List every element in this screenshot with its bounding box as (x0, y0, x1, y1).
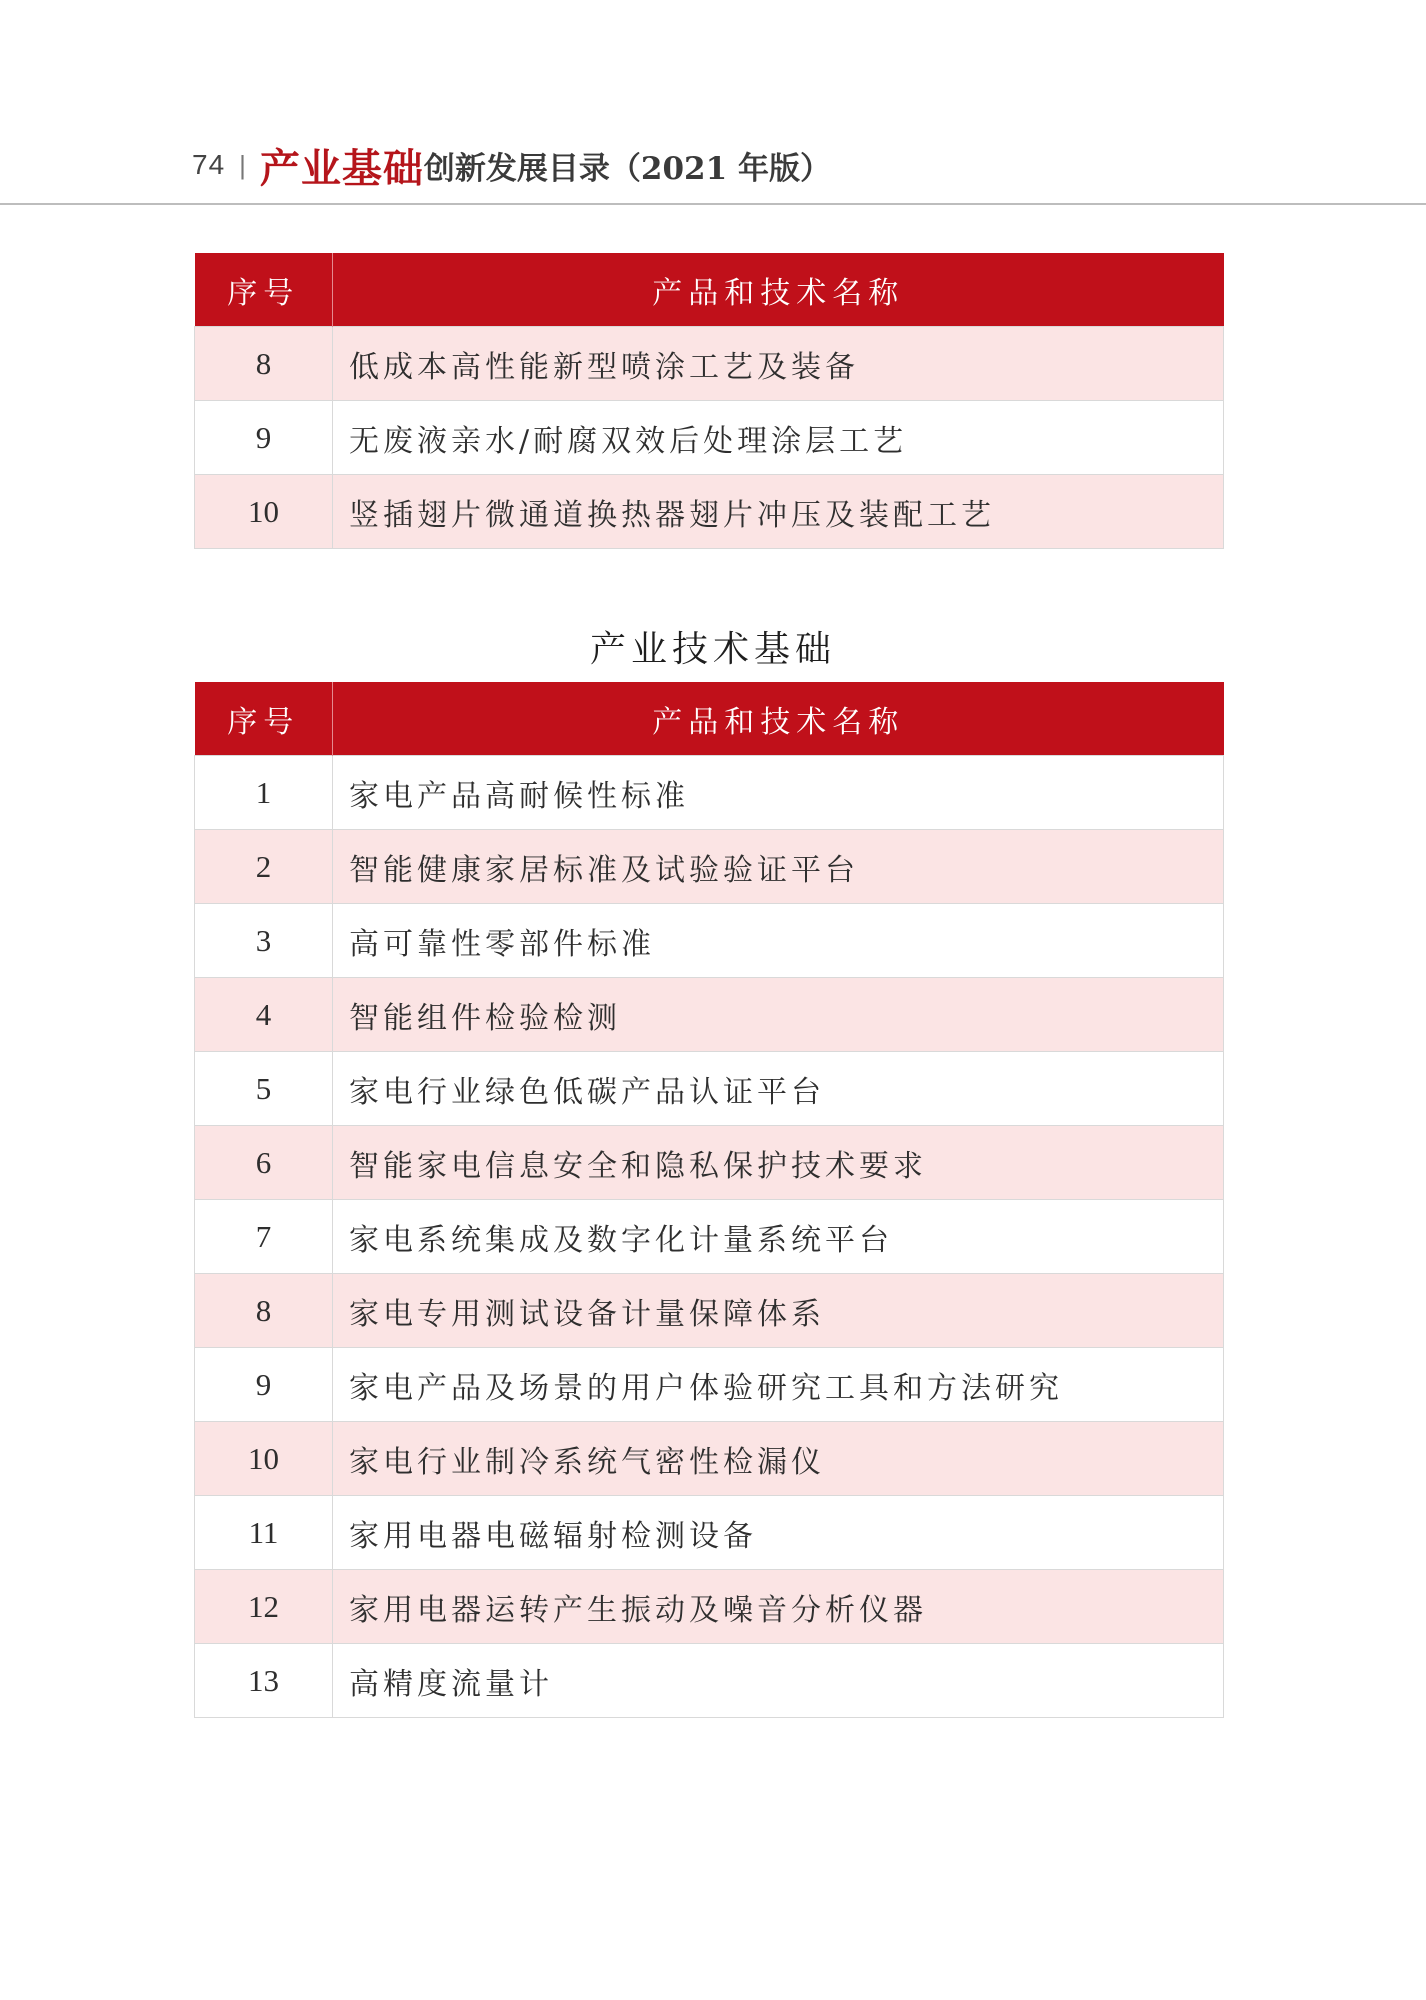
book-title-main: 产业基础 (259, 144, 424, 192)
row-product-name: 竖插翅片微通道换热器翅片冲压及装配工艺 (333, 475, 1224, 549)
row-index: 8 (195, 327, 333, 401)
row-product-name: 家电专用测试设备计量保障体系 (333, 1274, 1224, 1348)
row-product-name: 高精度流量计 (333, 1644, 1224, 1718)
row-product-name: 高可靠性零部件标准 (333, 904, 1224, 978)
table-row (195, 1644, 1224, 1718)
column-header-name: 产品和技术名称 (333, 253, 1224, 327)
row-product-name: 家用电器运转产生振动及噪音分析仪器 (333, 1570, 1224, 1644)
row-index: 4 (195, 978, 333, 1052)
page-number: 74 (192, 149, 226, 180)
row-product-name: 智能组件检验检测 (333, 978, 1224, 1052)
table-body (195, 327, 1224, 549)
row-product-name: 低成本高性能新型喷涂工艺及装备 (333, 327, 1224, 401)
row-index: 2 (195, 830, 333, 904)
table-row (195, 1052, 1224, 1126)
table-row (195, 1570, 1224, 1644)
book-title-sub: 创新发展目录（2021 年版） (423, 150, 831, 187)
table-row (195, 1496, 1224, 1570)
table-row (195, 904, 1224, 978)
row-product-name: 智能健康家居标准及试验验证平台 (333, 830, 1224, 904)
row-index: 9 (195, 401, 333, 475)
row-index: 6 (195, 1126, 333, 1200)
table-row (195, 1348, 1224, 1422)
table-body (195, 756, 1224, 1718)
table-row (195, 756, 1224, 830)
table-row (195, 1200, 1224, 1274)
row-product-name: 家用电器电磁辐射检测设备 (333, 1496, 1224, 1570)
row-index: 9 (195, 1348, 333, 1422)
row-index: 12 (195, 1570, 333, 1644)
row-index: 8 (195, 1274, 333, 1348)
header-separator: | (239, 149, 246, 180)
row-index: 1 (195, 756, 333, 830)
row-index: 13 (195, 1644, 333, 1718)
row-product-name: 家电行业制冷系统气密性检漏仪 (333, 1422, 1224, 1496)
section-title: 产业技术基础 (589, 629, 836, 670)
table-row (195, 1126, 1224, 1200)
catalog-table-continued (194, 253, 1224, 549)
row-index: 7 (195, 1200, 333, 1274)
row-index: 3 (195, 904, 333, 978)
table-header-row (195, 253, 1224, 327)
page-header (192, 138, 831, 192)
table-row (195, 1274, 1224, 1348)
column-header-index: 序号 (195, 682, 333, 756)
row-product-name: 家电产品高耐候性标准 (333, 756, 1224, 830)
row-product-name: 家电产品及场景的用户体验研究工具和方法研究 (333, 1348, 1224, 1422)
row-index: 10 (195, 1422, 333, 1496)
column-header-index: 序号 (195, 253, 333, 327)
table-header-row (195, 682, 1224, 756)
row-product-name: 家电行业绿色低碳产品认证平台 (333, 1052, 1224, 1126)
header-rule (0, 203, 1426, 205)
table-row (195, 327, 1224, 401)
table-row (195, 401, 1224, 475)
row-index: 11 (195, 1496, 333, 1570)
column-header-name: 产品和技术名称 (333, 682, 1224, 756)
row-index: 10 (195, 475, 333, 549)
table-row (195, 830, 1224, 904)
table-row (195, 475, 1224, 549)
row-product-name: 智能家电信息安全和隐私保护技术要求 (333, 1126, 1224, 1200)
row-product-name: 家电系统集成及数字化计量系统平台 (333, 1200, 1224, 1274)
row-index: 5 (195, 1052, 333, 1126)
row-product-name: 无废液亲水/耐腐双效后处理涂层工艺 (333, 401, 1224, 475)
industrial-technology-foundation-table (194, 682, 1224, 1718)
table-row (195, 978, 1224, 1052)
table-row (195, 1422, 1224, 1496)
